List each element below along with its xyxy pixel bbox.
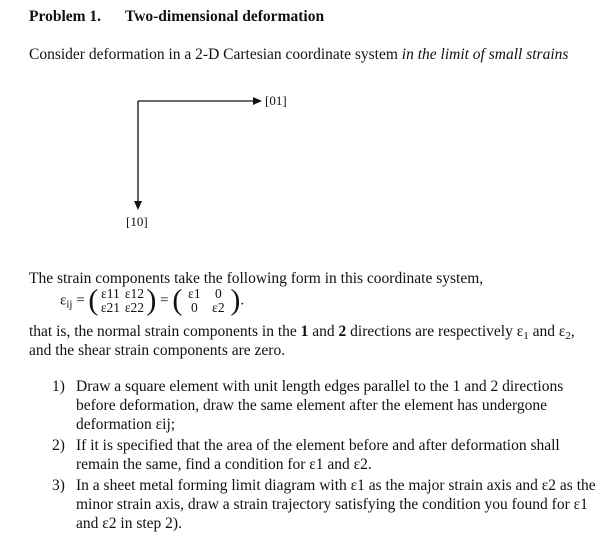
- line2-part-a: that is, the normal strain components in the: [29, 323, 301, 340]
- eq-lhs-sub: ij: [66, 298, 73, 311]
- line2-bold-1: 1: [300, 323, 309, 340]
- m1-21: ε21: [100, 300, 120, 315]
- question-text: In a sheet metal forming limit diagram with ε1 as the major strain axis and ε2 as the minor strain axis, draw a strain trajectory satisfying the condition you found for ε1 and ε2 in step 2).: [76, 477, 596, 532]
- question-text: If it is specified that the area of the element before and after deformation shall remain the same, find a condition for ε1 and ε2.: [76, 437, 560, 473]
- line2-bold-2: 2: [338, 323, 347, 340]
- strain-equation: $\varepsilon_{ij}$ = ( ε11 ε12 ε21 ε22) = ( ε1 0 0 ε2 ).: [60, 283, 245, 317]
- problem-number: Problem 1.: [29, 8, 102, 25]
- m2-21: 0: [191, 300, 198, 315]
- question-1: [52, 377, 597, 434]
- strain-paragraph: The strain components take the following form in this coordinate system,: [29, 270, 484, 287]
- line2-and: and: [308, 323, 339, 340]
- shear-line: and the shear strain components are zero.: [29, 342, 286, 359]
- intro-plain: Consider deformation in a 2-D Cartesian coordinate system: [29, 46, 402, 63]
- x-axis-arrow: [253, 97, 262, 105]
- m2-11: ε1: [188, 286, 201, 301]
- m1-12: ε12: [124, 286, 144, 301]
- line2-part-e: ,: [570, 323, 575, 340]
- intro-italic: in the limit of small strains: [401, 46, 569, 63]
- question-list: [52, 377, 597, 535]
- y-axis-label: [10]: [126, 214, 148, 229]
- question-number: 2): [52, 437, 65, 454]
- m1-22: ε22: [124, 300, 144, 315]
- m2-12: 0: [215, 286, 222, 301]
- line2-part-d: and ε: [528, 323, 566, 340]
- strain-explanation-line: that is, the normal strain components in the 1 and 2 directions are respectively $\varepsilon_1$ and $\varepsilon_2$,: [29, 323, 575, 342]
- m1-11: ε11: [101, 286, 120, 301]
- question-2: [52, 436, 597, 474]
- eq-lhs: ε: [60, 292, 67, 309]
- question-number: 3): [52, 477, 65, 494]
- strain-matrix-general: [98, 287, 146, 315]
- problem-heading: Two-dimensional deformation: [125, 8, 325, 25]
- x-axis-label: [01]: [265, 93, 287, 108]
- line2-part-c: directions are respectively ε: [346, 323, 524, 340]
- strain-matrix-principal: [182, 287, 230, 315]
- m2-22: ε2: [212, 300, 225, 315]
- question-number: 1): [52, 378, 65, 395]
- question-3: [52, 476, 597, 533]
- question-text: Draw a square element with unit length edges parallel to the 1 and 2 directions before deformation, draw the same element after the element has undergone deformation εij;: [76, 378, 564, 433]
- y-axis-arrow: [134, 201, 142, 210]
